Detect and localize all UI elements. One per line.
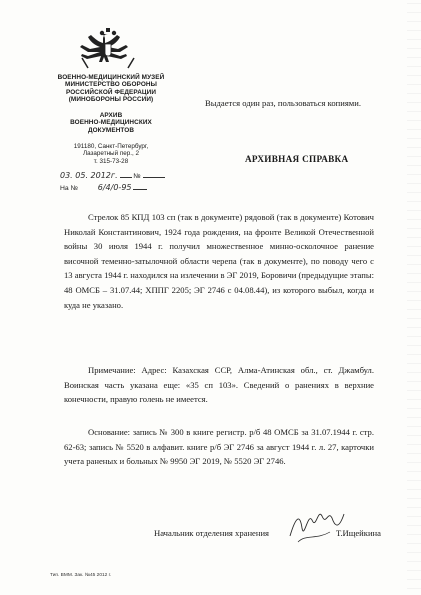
signature-name: Т.Ищейкина (336, 528, 381, 538)
note-paragraph: Примечание: Адрес: Казахская ССР, Алма-Атинская обл., ст. Джамбул. Воинская часть указана еще: «35 сп 103». Сведений о ранениях в верхние конечности, правую голень не имеется. (64, 365, 374, 405)
handwritten-signature (286, 506, 346, 546)
address-block (40, 143, 182, 165)
archive-line: ВОЕННО-МЕДИЦИНСКИХ (70, 119, 152, 127)
museum-line: РОССИЙСКОЙ ФЕДЕРАЦИИ (65, 88, 157, 96)
date-line (60, 171, 165, 180)
double-headed-eagle-emblem-icon (72, 28, 144, 74)
museum-name-block (40, 74, 182, 104)
museum-line: МИНИСТЕРСТВО ОБОРОНЫ (65, 81, 157, 89)
address-line: Лазаретный пер., 2 (82, 150, 140, 158)
scan-edge-noise (407, 0, 421, 595)
archive-line: АРХИВ (99, 112, 123, 119)
museum-line: ВОЕННО-МЕДИЦИНСКИЙ МУЗЕЙ (57, 74, 165, 81)
museum-line: (МИНОБОРОНЫ РОССИИ) (68, 96, 154, 104)
reference-prefix: На № (60, 185, 78, 192)
main-paragraph: Стрелок 85 КПД 103 сп (так в документе) рядовой (так в документе) Котович Николай Константинович, 1924 года рождения, на фронте Великой Отечественной войны 30 июля 1944 г. получил множественное минно-осколочное ранение височной теменно-затылочной области черепа (так в документе), по поводу чего с 13 августа 1944 г. находился на излечении в ЭГ 2019, Боровичи (предыдущие этапы: 48 ОМСБ – 31.07.44; ХППГ 2205; ЭГ 2746 с 04.08.44), из которого выбыл, когда и куда не указано. (64, 212, 374, 310)
signature-position: Начальник отделения хранения (154, 528, 270, 538)
archive-line: ДОКУМЕНТОВ (87, 126, 135, 134)
copy-notice: Выдается один раз, пользоваться копиями. (205, 98, 361, 108)
date-number-sign: № (133, 173, 141, 180)
archive-name-block (40, 112, 182, 134)
address-line: т. 315-73-28 (93, 157, 129, 165)
reference-line (60, 183, 147, 192)
address-line: 191180, Санкт-Петербург, (73, 143, 149, 150)
document-title: АРХИВНАЯ СПРАВКА (245, 154, 349, 164)
handwritten-date: 03. 05. 2012г. (60, 171, 118, 180)
handwritten-number: 6/4/0-95 (97, 183, 132, 192)
basis-paragraph: Основание: запись № 300 в книге регистр. р/б 48 ОМСБ за 31.07.1944 г. стр. 62-63; запись № 5520 в алфавит. книге р/б ЭГ 2746 за август 1944 г. л. 27, карточки учета раненых и больных № 9950 ЭГ 2019, № 5520 ЭГ 2746. (64, 427, 374, 467)
print-footer: Тип. ВММ. Зак. №45 2012 г. (50, 573, 112, 578)
